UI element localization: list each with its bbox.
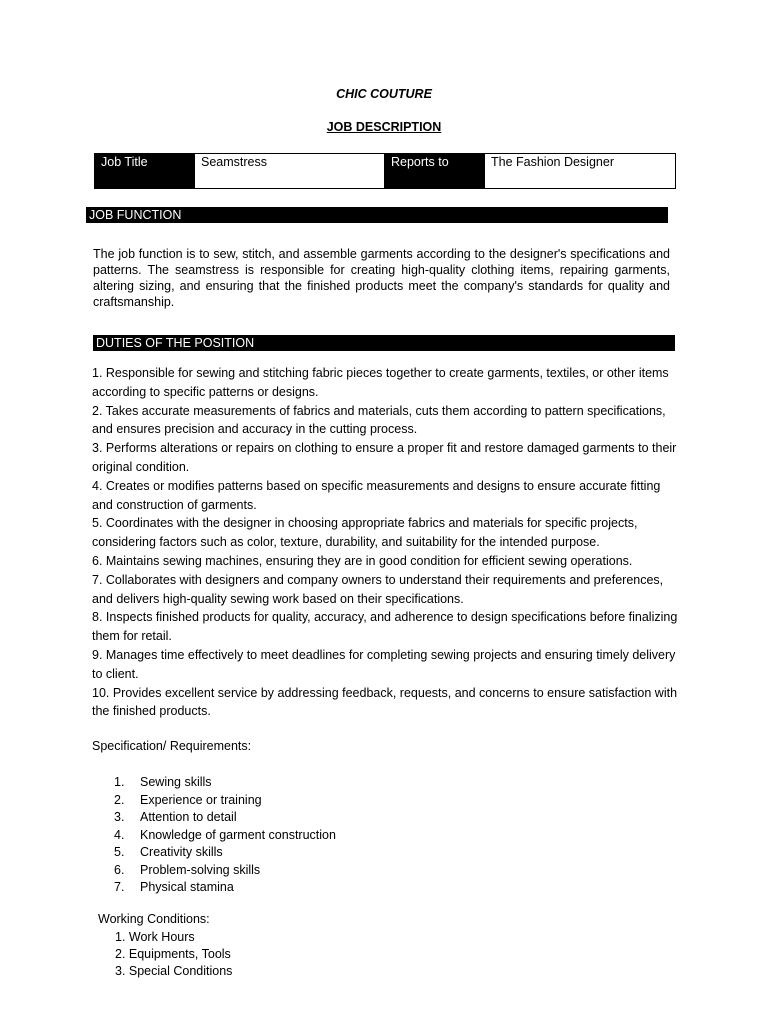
list-text: Physical stamina <box>140 880 234 894</box>
duty-item: 8. Inspects finished products for quality, accuracy, and adherence to design specifications before finalizing them for retail. <box>92 610 678 644</box>
list-number: 2. <box>114 792 125 807</box>
duty-item: 4. Creates or modifies patterns based on specific measurements and designs to ensure accurate fitting and construction of garments. <box>92 478 661 512</box>
duty-item: 6. Maintains sewing machines, ensuring they are in good condition for efficient sewing operations. <box>92 553 633 568</box>
list-number: 1. <box>114 775 125 789</box>
list-text: Experience or training <box>140 792 262 807</box>
list-number: 4. <box>114 827 125 842</box>
list-text: Knowledge of garment construction <box>140 827 336 842</box>
job-function-text: The job function is to sew, stitch, and assemble garments according to the designer's specifications and patterns. The seamstress is responsible for creating high-quality clothing items, repairing garments, altering sizing, and ensuring that the finished products meet the company's standards for quality and craftsmanship. <box>93 247 670 309</box>
working-conditions-list <box>115 929 232 979</box>
list-item <box>114 862 336 880</box>
duty-item: 10. Provides excellent service by addressing feedback, requests, and concerns to ensure satisfaction with the finished products. <box>92 685 678 719</box>
list-text: Sewing skills <box>140 775 212 789</box>
duty-item: 3. Performs alterations or repairs on clothing to ensure a proper fit and restore damaged garments to their original condition. <box>92 441 677 474</box>
specifications-list <box>114 774 336 897</box>
reports-to-value: The Fashion Designer <box>484 154 675 188</box>
job-title-label: Job Title <box>95 154 194 188</box>
duty-item: 7. Collaborates with designers and company owners to understand their requirements and preferences, and delivers high-quality sewing work based on their specifications. <box>92 572 664 606</box>
list-text: Attention to detail <box>140 810 237 824</box>
list-number: 6. <box>114 862 125 877</box>
list-text: Problem-solving skills <box>140 862 261 877</box>
duties-list <box>92 364 682 721</box>
company-name: CHIC COUTURE <box>336 87 432 101</box>
document-title: JOB DESCRIPTION <box>326 120 442 134</box>
list-item <box>114 809 336 827</box>
duty-item: 5. Coordinates with the designer in choosing appropriate fabrics and materials for specific projects, considering factors such as color, texture, durability, and suitability for the intended purpose. <box>92 516 638 550</box>
list-number: 5. <box>114 845 125 859</box>
reports-to-label: Reports to <box>385 154 484 188</box>
duty-item: 1. Responsible for sewing and stitching fabric pieces together to create garments, textiles, or other items according to specific patterns or designs. <box>92 366 669 399</box>
list-item <box>114 774 336 792</box>
list-item <box>114 827 336 845</box>
list-number: 3. <box>114 810 125 824</box>
duty-item: 2. Takes accurate measurements of fabrics and materials, cuts them according to pattern specifications, and ensures precision and accuracy in the cutting process. <box>92 403 666 437</box>
job-info-table <box>94 153 676 189</box>
list-item <box>114 792 336 810</box>
list-text: Creativity skills <box>140 845 223 859</box>
working-conditions-heading: Working Conditions: <box>98 912 210 926</box>
duty-item: 9. Manages time effectively to meet deadlines for completing sewing projects and ensuring timely delivery to client. <box>92 647 676 681</box>
list-number: 7. <box>114 880 125 894</box>
job-title-value: Seamstress <box>194 154 385 188</box>
list-item: 2. Equipments, Tools <box>115 946 231 961</box>
job-function-heading: JOB FUNCTION <box>86 207 668 223</box>
duties-heading: DUTIES OF THE POSITION <box>93 335 675 351</box>
list-item <box>114 879 336 897</box>
list-item <box>114 844 336 862</box>
list-item: 1. Work Hours <box>115 930 195 944</box>
list-item: 3. Special Conditions <box>115 963 233 978</box>
specifications-heading: Specification/ Requirements: <box>92 739 252 753</box>
